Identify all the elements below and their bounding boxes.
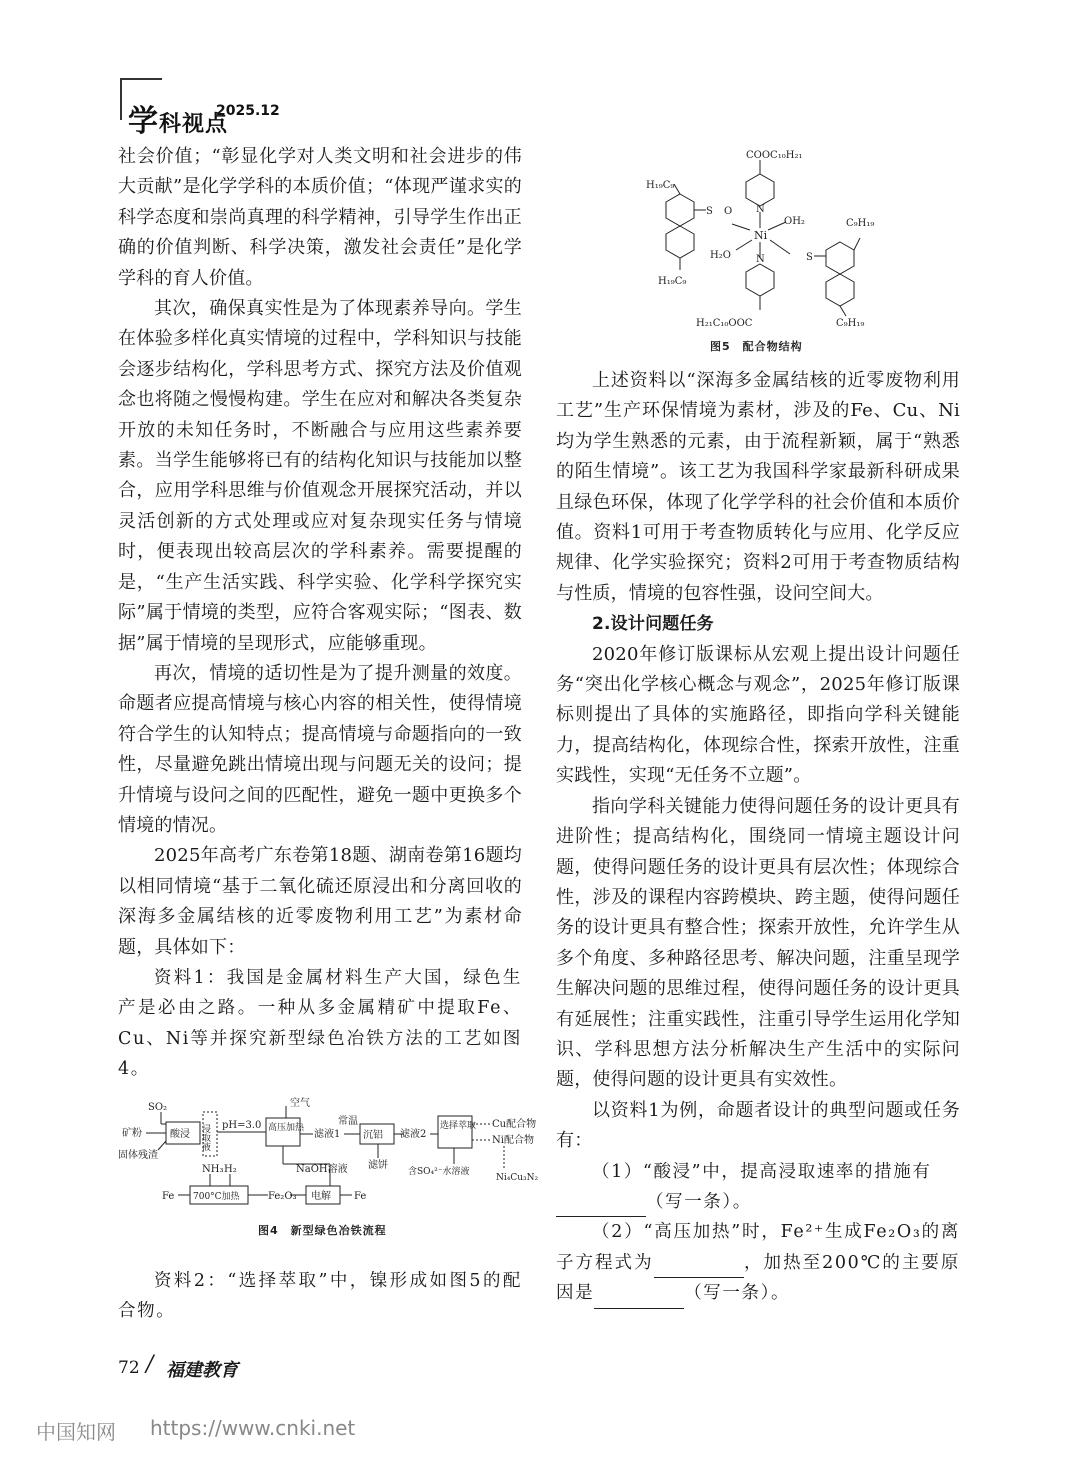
fig4-naoh: NaOH溶液 xyxy=(296,1164,348,1175)
fig5-ni: Ni xyxy=(754,229,768,242)
fig5-s-right: S xyxy=(806,252,813,263)
paragraph-r4: 指向学科关键能力使得问题任务的设计更具有进阶性；提高结构化，围绕同一情境主题设计问题，使得问题任务的设计更具有层次性；体现综合性，涉及的课程内容跨模块、跨主题，使得问题任务的设计更具有整合性；探索开放性，允许学生从多个角度、多种路径思考、解决问题，注重呈现学生解决问题的思维过程，使得问题任务的设计更具有延展性；注重实践性，注重引导学生运用化学知识、学科思想方法分析解决生产生活中的实际问题，使得问题的设计更具有实效性。 xyxy=(556,795,960,1091)
fig4-heat-700: 700°C加热 xyxy=(193,1192,240,1202)
cnki-url[interactable]: https://www.cnki.net xyxy=(150,1416,356,1440)
fig4-so2: SO₂ xyxy=(148,1102,168,1113)
fig4-precip-al: 沉铝 xyxy=(363,1130,383,1141)
fig5-oh2: OH₂ xyxy=(784,216,805,227)
paragraph-l4: 2025年高考广东卷第18题、湖南卷第16题均以相同情境“基于二氧化硫还原浸出和分离回收的深海多金属结核的近零废物利用工艺”为素材命题，具体如下： xyxy=(118,845,522,958)
paragraph-l5: 资料1：我国是金属材料生产大国，绿色生产是必由之路。一种从多金属精矿中提取Fe、Cu、Ni等并探究新型绿色冶铁方法的工艺如图4。 xyxy=(118,967,522,1080)
fig4-sulfate-solution: 含SO₄²⁻水溶液 xyxy=(408,1167,470,1177)
fig4-high-pressure: 高压加热 xyxy=(268,1123,305,1133)
question-2: （2）“高压加热”时，Fe²⁺生成Fe₂O₃的离子方程式为 ，加热至200℃的主要原因是 （写一条）。 xyxy=(556,1217,960,1308)
fig4-fe-right: Fe xyxy=(354,1191,367,1202)
fig5-s-left: S xyxy=(706,206,713,217)
paragraph-l2: 其次，确保真实性是为了体现素养导向。学生在体验多样化真实情境的过程中，学科知识与技能会逐步结构化，学科思考方式、探究方法及价值观念也将随之慢慢构建。学生在应对和解决各类复杂开放的未知任务时，不断融合与应用这些素养要素。当学生能够将已有的结构化知识与技能加以整合，应用学科思维与价值观念开展探究活动，并以灵活创新的方式处理或应对复杂现实任务与情境时，便表现出较高层次的学科素养。需要提醒的是，“生产生活实践、科学实验、化学科学探究实际”属于情境的类型，应符合客观实际；“图表、数据”属于情境的呈现形式，应能够重现。 xyxy=(118,298,522,654)
left-bottom-block xyxy=(118,1266,522,1327)
fig4-fe2o3: Fe₂O₃ xyxy=(268,1191,297,1202)
fig5-h2o: H₂O xyxy=(710,250,731,261)
fig4-filtrate1: 滤液1 xyxy=(314,1129,341,1140)
right-column xyxy=(556,366,960,1309)
fig4-air: 空气 xyxy=(290,1098,310,1109)
fig4-nicun: Ni₄Cu₃N₂ xyxy=(496,1173,539,1183)
fig4-acid-leach: 酸浸 xyxy=(170,1129,190,1140)
fig5-c9-c: C₉H₁₉ xyxy=(846,218,875,229)
fig4-room-temp: 常温 xyxy=(338,1116,358,1127)
magazine-name: 福建教育 xyxy=(166,1360,238,1381)
fig5-bottom-ester: H₂₁C₁₀OOC xyxy=(696,318,753,329)
figure-4-flowchart xyxy=(118,1094,558,1214)
fig4-filtrate2: 滤液2 xyxy=(400,1129,427,1140)
fig4-ph: pH=3.0 xyxy=(222,1120,262,1131)
answer-blank xyxy=(556,1198,646,1217)
fig4-ni-complex: Ni配合物 xyxy=(492,1135,534,1146)
fig4-residue: 固体残渣 xyxy=(118,1150,158,1161)
fig4-leachate: 浸取液 xyxy=(200,1124,210,1151)
left-column xyxy=(118,142,522,1085)
figure-5-caption: 图5 配合物结构 xyxy=(710,340,803,353)
fig4-ore: 矿粉 xyxy=(122,1128,142,1139)
cnki-watermark: 中国知网 xyxy=(36,1420,116,1444)
question-1-line2: （写一条）。 xyxy=(556,1187,960,1217)
paragraph-r3: 2020年修订版课标从宏观上提出设计问题任务“突出化学核心概念与观念”，2025年修订版课标则提出了具体的实施路径，即指向学科关键能力，提高结构化，体现综合性，探索开放性，注重实践性，实现“无任务不立题”。 xyxy=(556,643,960,787)
figure-5-complex-structure xyxy=(640,146,890,336)
fig4-extraction: 选择萃取 xyxy=(440,1121,477,1131)
fig4-electrolysis: 电解 xyxy=(311,1191,331,1202)
right-column-paragraphs xyxy=(556,366,960,1157)
paragraph-l3: 再次，情境的适切性是为了提升测量的效度。命题者应提高情境与核心内容的相关性，使得情境符合学生的认知特点；提高情境与命题指向的一致性，尽量避免跳出情境出现与问题无关的设问；提升情境与设问之间的匹配性，避免一题中更换多个情境的情况。 xyxy=(118,662,522,836)
fig4-nh3: NH₃ xyxy=(202,1164,224,1175)
paragraph-r5: 以资料1为例，命题者设计的典型问题或任务有： xyxy=(556,1099,960,1152)
fig5-c9-a: H₁₉C₉ xyxy=(646,180,675,191)
fig5-c9-b: H₁₉C₉ xyxy=(658,276,687,287)
paragraph-r2: 2.设计问题任务 xyxy=(592,614,714,635)
fig5-n-top: N xyxy=(756,204,765,215)
fig4-h2: H₂ xyxy=(224,1164,237,1175)
column-brand: 学科视点 xyxy=(128,104,229,139)
fig4-cu-complex: Cu配合物 xyxy=(492,1119,537,1130)
paragraph-l1: 社会价值；“彰显化学对人类文明和社会进步的伟大贡献”是化学学科的本质价值；“体现严谨求实的科学态度和崇尚真理的科学精神，引导学生作出正确的价值判断、科学决策，激发社会责任”是化学学科的育人价值。 xyxy=(118,146,522,289)
answer-blank xyxy=(654,1259,744,1278)
fig5-n-bottom: N xyxy=(756,254,765,265)
fig4-filter-cake: 滤饼 xyxy=(368,1160,388,1171)
issue-number: 2025.12 xyxy=(216,103,280,119)
page-number: 72 xyxy=(118,1358,140,1378)
figure-4-caption: 图4 新型绿色冶铁流程 xyxy=(258,1224,387,1237)
fig5-top-ester: COOC₁₀H₂₁ xyxy=(746,150,803,161)
paragraph-r1: 上述资料以“深海多金属结核的近零废物利用工艺”生产环保情境为素材，涉及的Fe、Cu、Ni均为学生熟悉的元素，由于流程新颖，属于“熟悉的陌生情境”。该工艺为我国科学家最新科研成果且绿色环保，体现了化学学科的社会价值和本质价值。资料1可用于考查物质转化与应用、化学反应规律、化学实验探究；资料2可用于考查物质结构与性质，情境的包容性强，设问空间大。 xyxy=(556,370,960,604)
fig5-c9-d: C₉H₁₉ xyxy=(836,318,865,329)
fig5-o: O xyxy=(724,206,733,217)
answer-blank xyxy=(594,1290,684,1309)
question-1: （1）“酸浸”中，提高浸取速率的措施有 xyxy=(592,1161,932,1182)
material-2-paragraph: 资料2：“选择萃取”中，镍形成如图5的配合物。 xyxy=(118,1271,522,1322)
fig4-fe-left: Fe xyxy=(162,1191,175,1202)
footer-slash: / xyxy=(146,1352,154,1377)
